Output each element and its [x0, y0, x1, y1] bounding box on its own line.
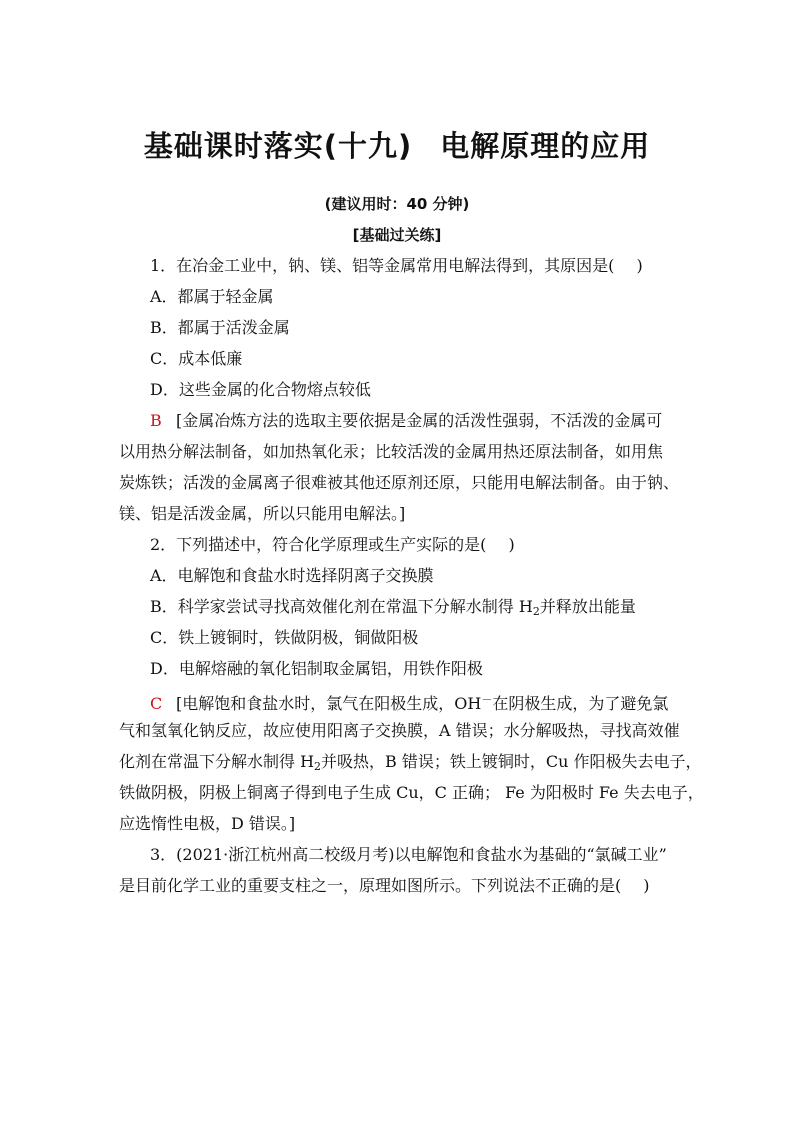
q2-explanation-line-2: 气和氢氧化钠反应，故应使用阳离子交换膜，A 错误；水分解吸热，寻找高效催 — [119, 721, 680, 740]
q2-explanation-line-1 — [150, 690, 710, 714]
q2-option-b — [150, 597, 710, 622]
q1-explanation-line-2: 以用热分解法制备，如加热氧化汞；比较活泼的金属用热还原法制备，如用焦 — [119, 442, 664, 461]
q2-exp3-sub: 2 — [314, 760, 322, 773]
page-title — [0, 124, 794, 165]
q2-stem — [150, 535, 710, 555]
q1-stem-end: ) — [636, 256, 643, 275]
q1-option-b: B．都属于活泼金属 — [150, 318, 290, 337]
q2-option-c: C．铁上镀铜时，铁做阴极，铜做阳极 — [150, 628, 419, 647]
q2-explanation-line-5: 应选惰性电极，D 错误。] — [119, 814, 296, 833]
q1-option-d: D．这些金属的化合物熔点较低 — [150, 380, 371, 399]
q1-explanation-line-1 — [150, 411, 710, 431]
title-part-1: 基础课时落实(十九) — [143, 129, 413, 163]
q2-stem-text: 2．下列描述中，符合化学原理或生产实际的是( — [150, 535, 487, 554]
q2-answer: C — [150, 694, 163, 713]
q1-option-c: C．成本低廉 — [150, 349, 243, 368]
q2-stem-end: ) — [508, 535, 515, 554]
q2-option-b-pre: B．科学家尝试寻找高效催化剂在常温下分解水制得 H — [150, 597, 533, 616]
q2-exp3-pre: 化剂在常温下分解水制得 H — [119, 752, 315, 771]
q2-option-b-post: 并释放出能量 — [539, 597, 636, 616]
q2-explanation-line-4: 铁做阴极，阴极上铜离子得到电子生成 Cu，C 正确； Fe 为阳极时 Fe 失去电子， — [119, 783, 704, 802]
title-part-2: 电解原理的应用 — [440, 129, 651, 163]
q2-exp1-sup: － — [481, 693, 493, 706]
q1-option-a: A．都属于轻金属 — [150, 287, 274, 306]
q1-answer: B — [150, 411, 162, 430]
q3-line-2 — [119, 876, 679, 896]
q2-exp1-pre: [电解饱和食盐水时，氯气在阳极生成，OH — [176, 694, 482, 713]
q1-explanation-line-3: 炭炼铁；活泼的金属离子很难被其他还原剂还原，只能用电解法制备。由于钠、 — [119, 473, 680, 492]
section-label: [基础过关练] — [352, 226, 442, 244]
q2-explanation-line-3 — [119, 752, 702, 777]
q3-line-2-text: 是目前化学工业的重要支柱之一，原理如图所示。下列说法不正确的是( — [119, 876, 622, 895]
q2-option-a: A．电解饱和食盐水时选择阴离子交换膜 — [150, 566, 434, 585]
q2-option-d: D．电解熔融的氧化铝制取金属铝，用铁作阳极 — [150, 659, 483, 678]
q2-exp1-post: 在阴极生成，为了避免氯 — [492, 694, 669, 713]
q1-stem — [150, 256, 710, 276]
suggested-time: (建议用时：40 分钟) — [324, 195, 470, 213]
q1-explanation-text-1: [金属冶炼方法的选取主要依据是金属的活泼性强弱，不活泼的金属可 — [176, 411, 663, 430]
q1-stem-text: 1．在冶金工业中，钠、镁、铝等金属常用电解法得到，其原因是( — [150, 256, 615, 275]
q2-option-b-sub: 2 — [532, 605, 540, 618]
q2-exp3-post: 并吸热，B 错误；铁上镀铜时，Cu 作阳极失去电子， — [321, 752, 702, 771]
q1-explanation-line-4: 镁、铝是活泼金属，所以只能用电解法。] — [119, 504, 406, 523]
q3-line-1: 3．(2021·浙江杭州高二校级月考)以电解饱和食盐水为基础的“氯碱工业” — [150, 845, 667, 864]
q3-line-2-end: ) — [643, 876, 650, 895]
